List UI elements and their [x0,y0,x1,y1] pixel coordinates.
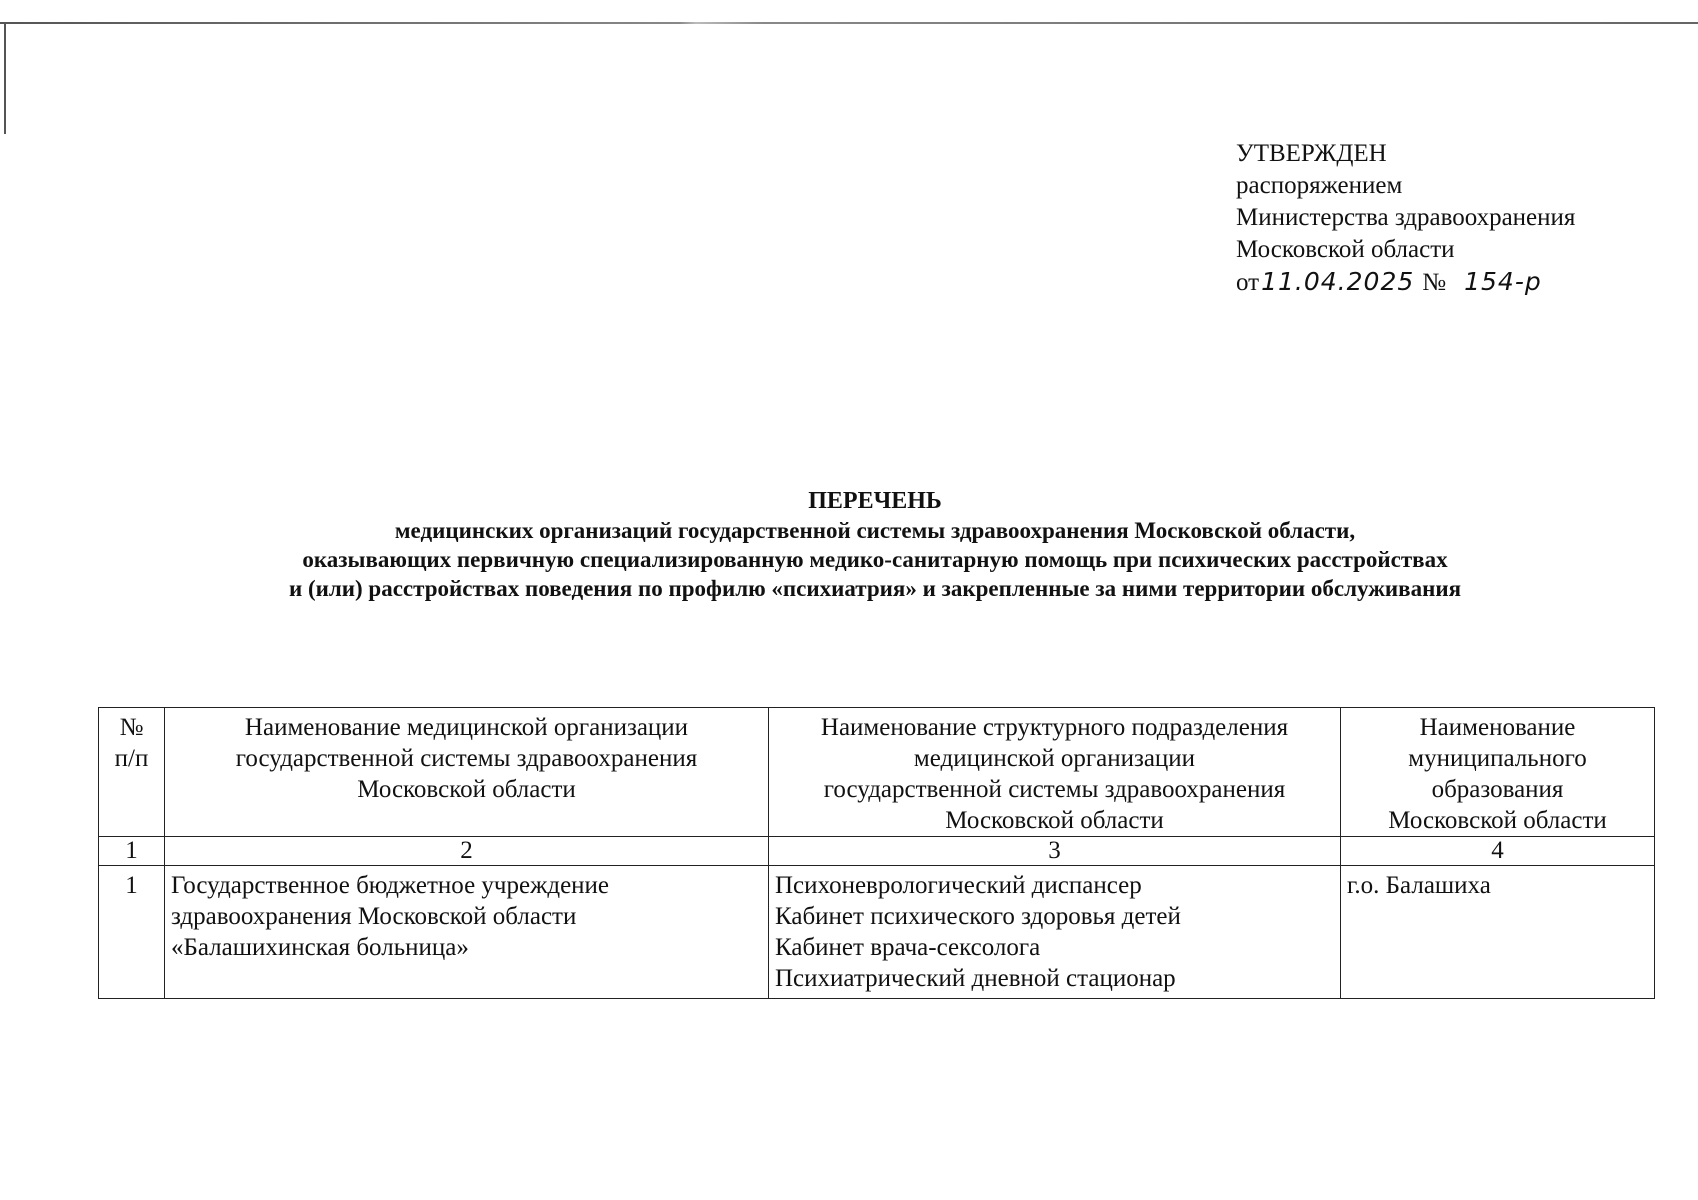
table-header-row [99,708,1655,837]
column-number: 4 [1341,837,1655,866]
header-organization: Наименование медицинской организации государственной системы здравоохранения Московской области [165,708,769,837]
column-number: 3 [769,837,1341,866]
column-numbers-row [99,837,1655,866]
table-row [99,866,1655,999]
approval-number: 154-р [1464,267,1542,296]
scan-edge-left [4,24,6,134]
approval-date: 11.04.2025 [1261,267,1415,296]
column-number: 1 [99,837,165,866]
organizations-table [98,707,1655,999]
document-title: ПЕРЕЧЕНЬ [808,488,942,514]
document-subtitle-line-3: и (или) расстройствах поведения по профилю «психиатрия» и закрепленные за ними территории обслуживания [288,576,1462,601]
header-number: № п/п [99,708,165,837]
approval-date-prefix: от [1236,269,1260,296]
header-municipality: Наименование муниципального образования Московской области [1341,708,1655,837]
approval-line-1: распоряжением [1236,172,1403,199]
approval-number-sign: № [1422,269,1447,296]
approval-line-2: Министерства здравоохранения [1236,204,1576,231]
approval-title: УТВЕРЖДЕН [1236,140,1387,167]
approval-date-line [1236,266,1676,299]
row-municipality: г.о. Балашиха [1341,866,1655,999]
row-divisions: Психоневрологический диспансер Кабинет психического здоровья детей Кабинет врача-сексолога Психиатрический дневной стационар [769,866,1341,999]
document-subtitle-line-1: медицинских организаций государственной системы здравоохранения Московской области, [394,518,1356,543]
document-subtitle-line-2: оказывающих первичную специализированную медико-санитарную помощь при психических расстройствах [302,547,1448,572]
scan-edge-top [0,22,1698,24]
document-heading [150,487,1600,603]
approval-line-3: Московской области [1236,236,1455,263]
row-organization: Государственное бюджетное учреждение здравоохранения Московской области «Балашихинская больница» [165,866,769,999]
column-number: 2 [165,837,769,866]
row-number: 1 [99,866,165,999]
header-division: Наименование структурного подразделения медицинской организации государственной системы здравоохранения Московской области [769,708,1341,837]
approval-block [1236,138,1676,299]
